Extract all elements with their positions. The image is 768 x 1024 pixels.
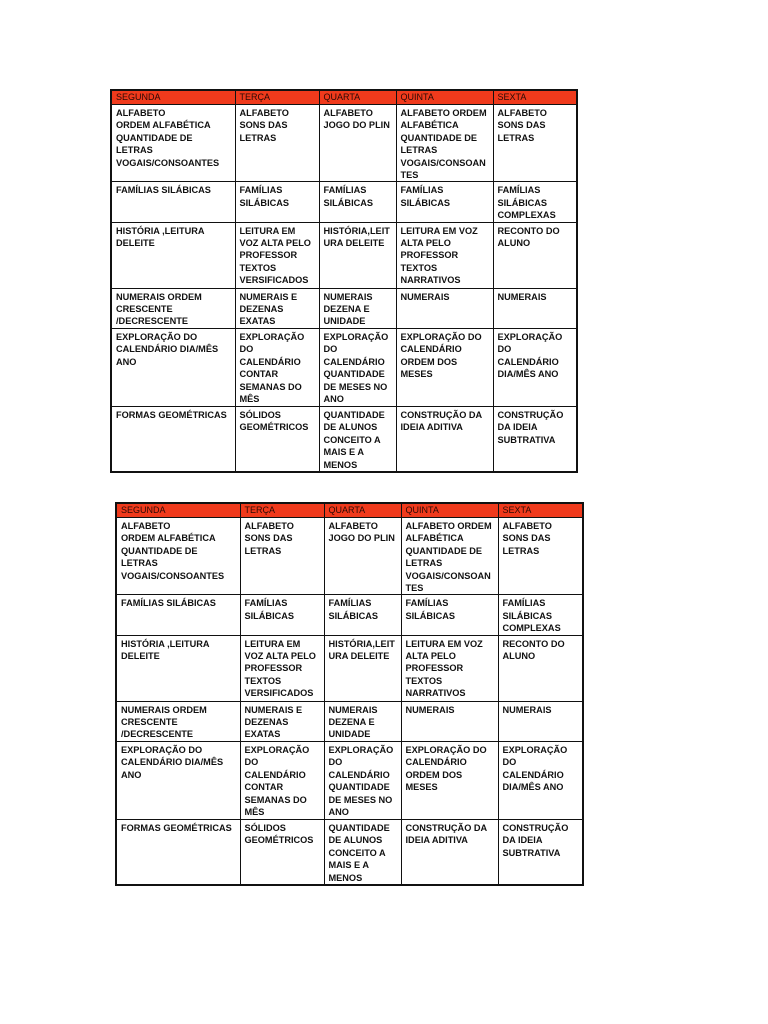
table-cell: FAMÍLIAS SILÁBICAS [235, 182, 319, 222]
table-cell: EXPLORAÇÃO DO CALENDÁRIO QUANTIDADE DE MESES NO ANO [319, 328, 396, 406]
table-cell: ALFABETO JOGO DO PLIN [319, 105, 396, 182]
table-cell: FAMÍLIAS SILÁBICAS COMPLEXAS [493, 182, 577, 222]
table-cell: HISTÓRIA,LEIT URA DELEITE [319, 222, 396, 288]
table-cell: FAMÍLIAS SILÁBICAS [401, 595, 498, 635]
table-cell: FAMÍLIAS SILÁBICAS [396, 182, 493, 222]
table-row [116, 595, 583, 635]
table-cell: NUMERAIS [493, 288, 577, 328]
table-cell: FAMÍLIAS SILÁBICAS [240, 595, 324, 635]
table-cell: CONSTRUÇÃO DA IDEIA ADITIVA [401, 819, 498, 885]
table-row [111, 328, 577, 406]
table-cell: NUMERAIS DEZENA E UNIDADE [324, 701, 401, 741]
table-cell: EXPLORAÇÃO DO CALENDÁRIO CONTAR SEMANAS DO MÊS [240, 741, 324, 819]
table-cell: FAMÍLIAS SILÁBICAS [116, 595, 240, 635]
table-cell: NUMERAIS E DEZENAS EXATAS [240, 701, 324, 741]
table-cell: ALFABETO SONS DAS LETRAS [493, 105, 577, 182]
table-row [111, 182, 577, 222]
header-monday: SEGUNDA [111, 90, 235, 105]
table-cell: ALFABETO JOGO DO PLIN [324, 518, 401, 595]
table-cell: NUMERAIS [498, 701, 583, 741]
table-row [116, 741, 583, 819]
table-cell: EXPLORAÇÃO DO CALENDÁRIO QUANTIDADE DE MESES NO ANO [324, 741, 401, 819]
schedule-table-top [110, 89, 578, 473]
table-cell: EXPLORAÇÃO DO CALENDÁRIO ORDEM DOS MESES [401, 741, 498, 819]
table-row [116, 635, 583, 701]
table-cell: CONSTRUÇÃO DA IDEIA ADITIVA [396, 406, 493, 472]
header-friday: SEXTA [493, 90, 577, 105]
header-monday: SEGUNDA [116, 503, 240, 518]
table-row [111, 288, 577, 328]
table-cell: QUANTIDADE DE ALUNOS CONCEITO A MAIS E A MENOS [319, 406, 396, 472]
schedule-table-bottom [115, 502, 584, 886]
table-cell: EXPLORAÇÃO DO CALENDÁRIO DIA/MÊS ANO [111, 328, 235, 406]
table-cell: EXPLORAÇÃO DO CALENDÁRIO CONTAR SEMANAS DO MÊS [235, 328, 319, 406]
table-row [116, 819, 583, 885]
table-cell: HISTÓRIA ,LEITURA DELEITE [111, 222, 235, 288]
table-cell: CONSTRUÇÃO DA IDEIA SUBTRATIVA [493, 406, 577, 472]
table-cell: NUMERAIS [396, 288, 493, 328]
table-cell: LEITURA EM VOZ ALTA PELO PROFESSOR TEXTOS NARRATIVOS [401, 635, 498, 701]
table-cell: CONSTRUÇÃO DA IDEIA SUBTRATIVA [498, 819, 583, 885]
table-cell: HISTÓRIA,LEIT URA DELEITE [324, 635, 401, 701]
table-cell: HISTÓRIA ,LEITURA DELEITE [116, 635, 240, 701]
table-row [111, 222, 577, 288]
header-friday: SEXTA [498, 503, 583, 518]
table-cell: RECONTO DO ALUNO [493, 222, 577, 288]
table-cell: ALFABETO SONS DAS LETRAS [498, 518, 583, 595]
table-cell: FAMÍLIAS SILÁBICAS [324, 595, 401, 635]
header-tuesday: TERÇA [240, 503, 324, 518]
table-cell: ALFABETO ORDEM ALFABÉTICA QUANTIDADE DE LETRAS VOGAIS/CONSOANTES [111, 105, 235, 182]
header-wednesday: QUARTA [319, 90, 396, 105]
table-cell: NUMERAIS DEZENA E UNIDADE [319, 288, 396, 328]
table-cell: SÓLIDOS GEOMÉTRICOS [240, 819, 324, 885]
header-thursday: QUINTA [401, 503, 498, 518]
table-cell: ALFABETO ORDEM ALFABÉTICA QUANTIDADE DE LETRAS VOGAIS/CONSOANTES [116, 518, 240, 595]
table-cell: NUMERAIS ORDEM CRESCENTE /DECRESCENTE [116, 701, 240, 741]
table-cell: SÓLIDOS GEOMÉTRICOS [235, 406, 319, 472]
table-row [116, 701, 583, 741]
table-row [111, 406, 577, 472]
table-cell: ALFABETO SONS DAS LETRAS [240, 518, 324, 595]
table-header-row [111, 90, 577, 105]
table-cell: ALFABETO ORDEM ALFABÉTICA QUANTIDADE DE LETRAS VOGAIS/CONSOAN TES [401, 518, 498, 595]
table-cell: FORMAS GEOMÉTRICAS [116, 819, 240, 885]
table-cell: NUMERAIS [401, 701, 498, 741]
table-cell: FORMAS GEOMÉTRICAS [111, 406, 235, 472]
table-cell: NUMERAIS ORDEM CRESCENTE /DECRESCENTE [111, 288, 235, 328]
table-cell: LEITURA EM VOZ ALTA PELO PROFESSOR TEXTOS VERSIFICADOS [240, 635, 324, 701]
table-cell: RECONTO DO ALUNO [498, 635, 583, 701]
table-cell: ALFABETO SONS DAS LETRAS [235, 105, 319, 182]
table-header-row [116, 503, 583, 518]
header-tuesday: TERÇA [235, 90, 319, 105]
table-cell: EXPLORAÇÃO DO CALENDÁRIO DIA/MÊS ANO [116, 741, 240, 819]
table-cell: EXPLORAÇÃO DO CALENDÁRIO ORDEM DOS MESES [396, 328, 493, 406]
table-cell: NUMERAIS E DEZENAS EXATAS [235, 288, 319, 328]
table-row [116, 518, 583, 595]
table-row [111, 105, 577, 182]
table-cell: ALFABETO ORDEM ALFABÉTICA QUANTIDADE DE LETRAS VOGAIS/CONSOAN TES [396, 105, 493, 182]
header-wednesday: QUARTA [324, 503, 401, 518]
table-cell: FAMÍLIAS SILÁBICAS [319, 182, 396, 222]
header-thursday: QUINTA [396, 90, 493, 105]
table-cell: QUANTIDADE DE ALUNOS CONCEITO A MAIS E A MENOS [324, 819, 401, 885]
table-cell: FAMÍLIAS SILÁBICAS COMPLEXAS [498, 595, 583, 635]
table-cell: EXPLORAÇÃO DO CALENDÁRIO DIA/MÊS ANO [493, 328, 577, 406]
table-cell: LEITURA EM VOZ ALTA PELO PROFESSOR TEXTOS NARRATIVOS [396, 222, 493, 288]
table-cell: EXPLORAÇÃO DO CALENDÁRIO DIA/MÊS ANO [498, 741, 583, 819]
table-cell: LEITURA EM VOZ ALTA PELO PROFESSOR TEXTOS VERSIFICADOS [235, 222, 319, 288]
table-cell: FAMÍLIAS SILÁBICAS [111, 182, 235, 222]
